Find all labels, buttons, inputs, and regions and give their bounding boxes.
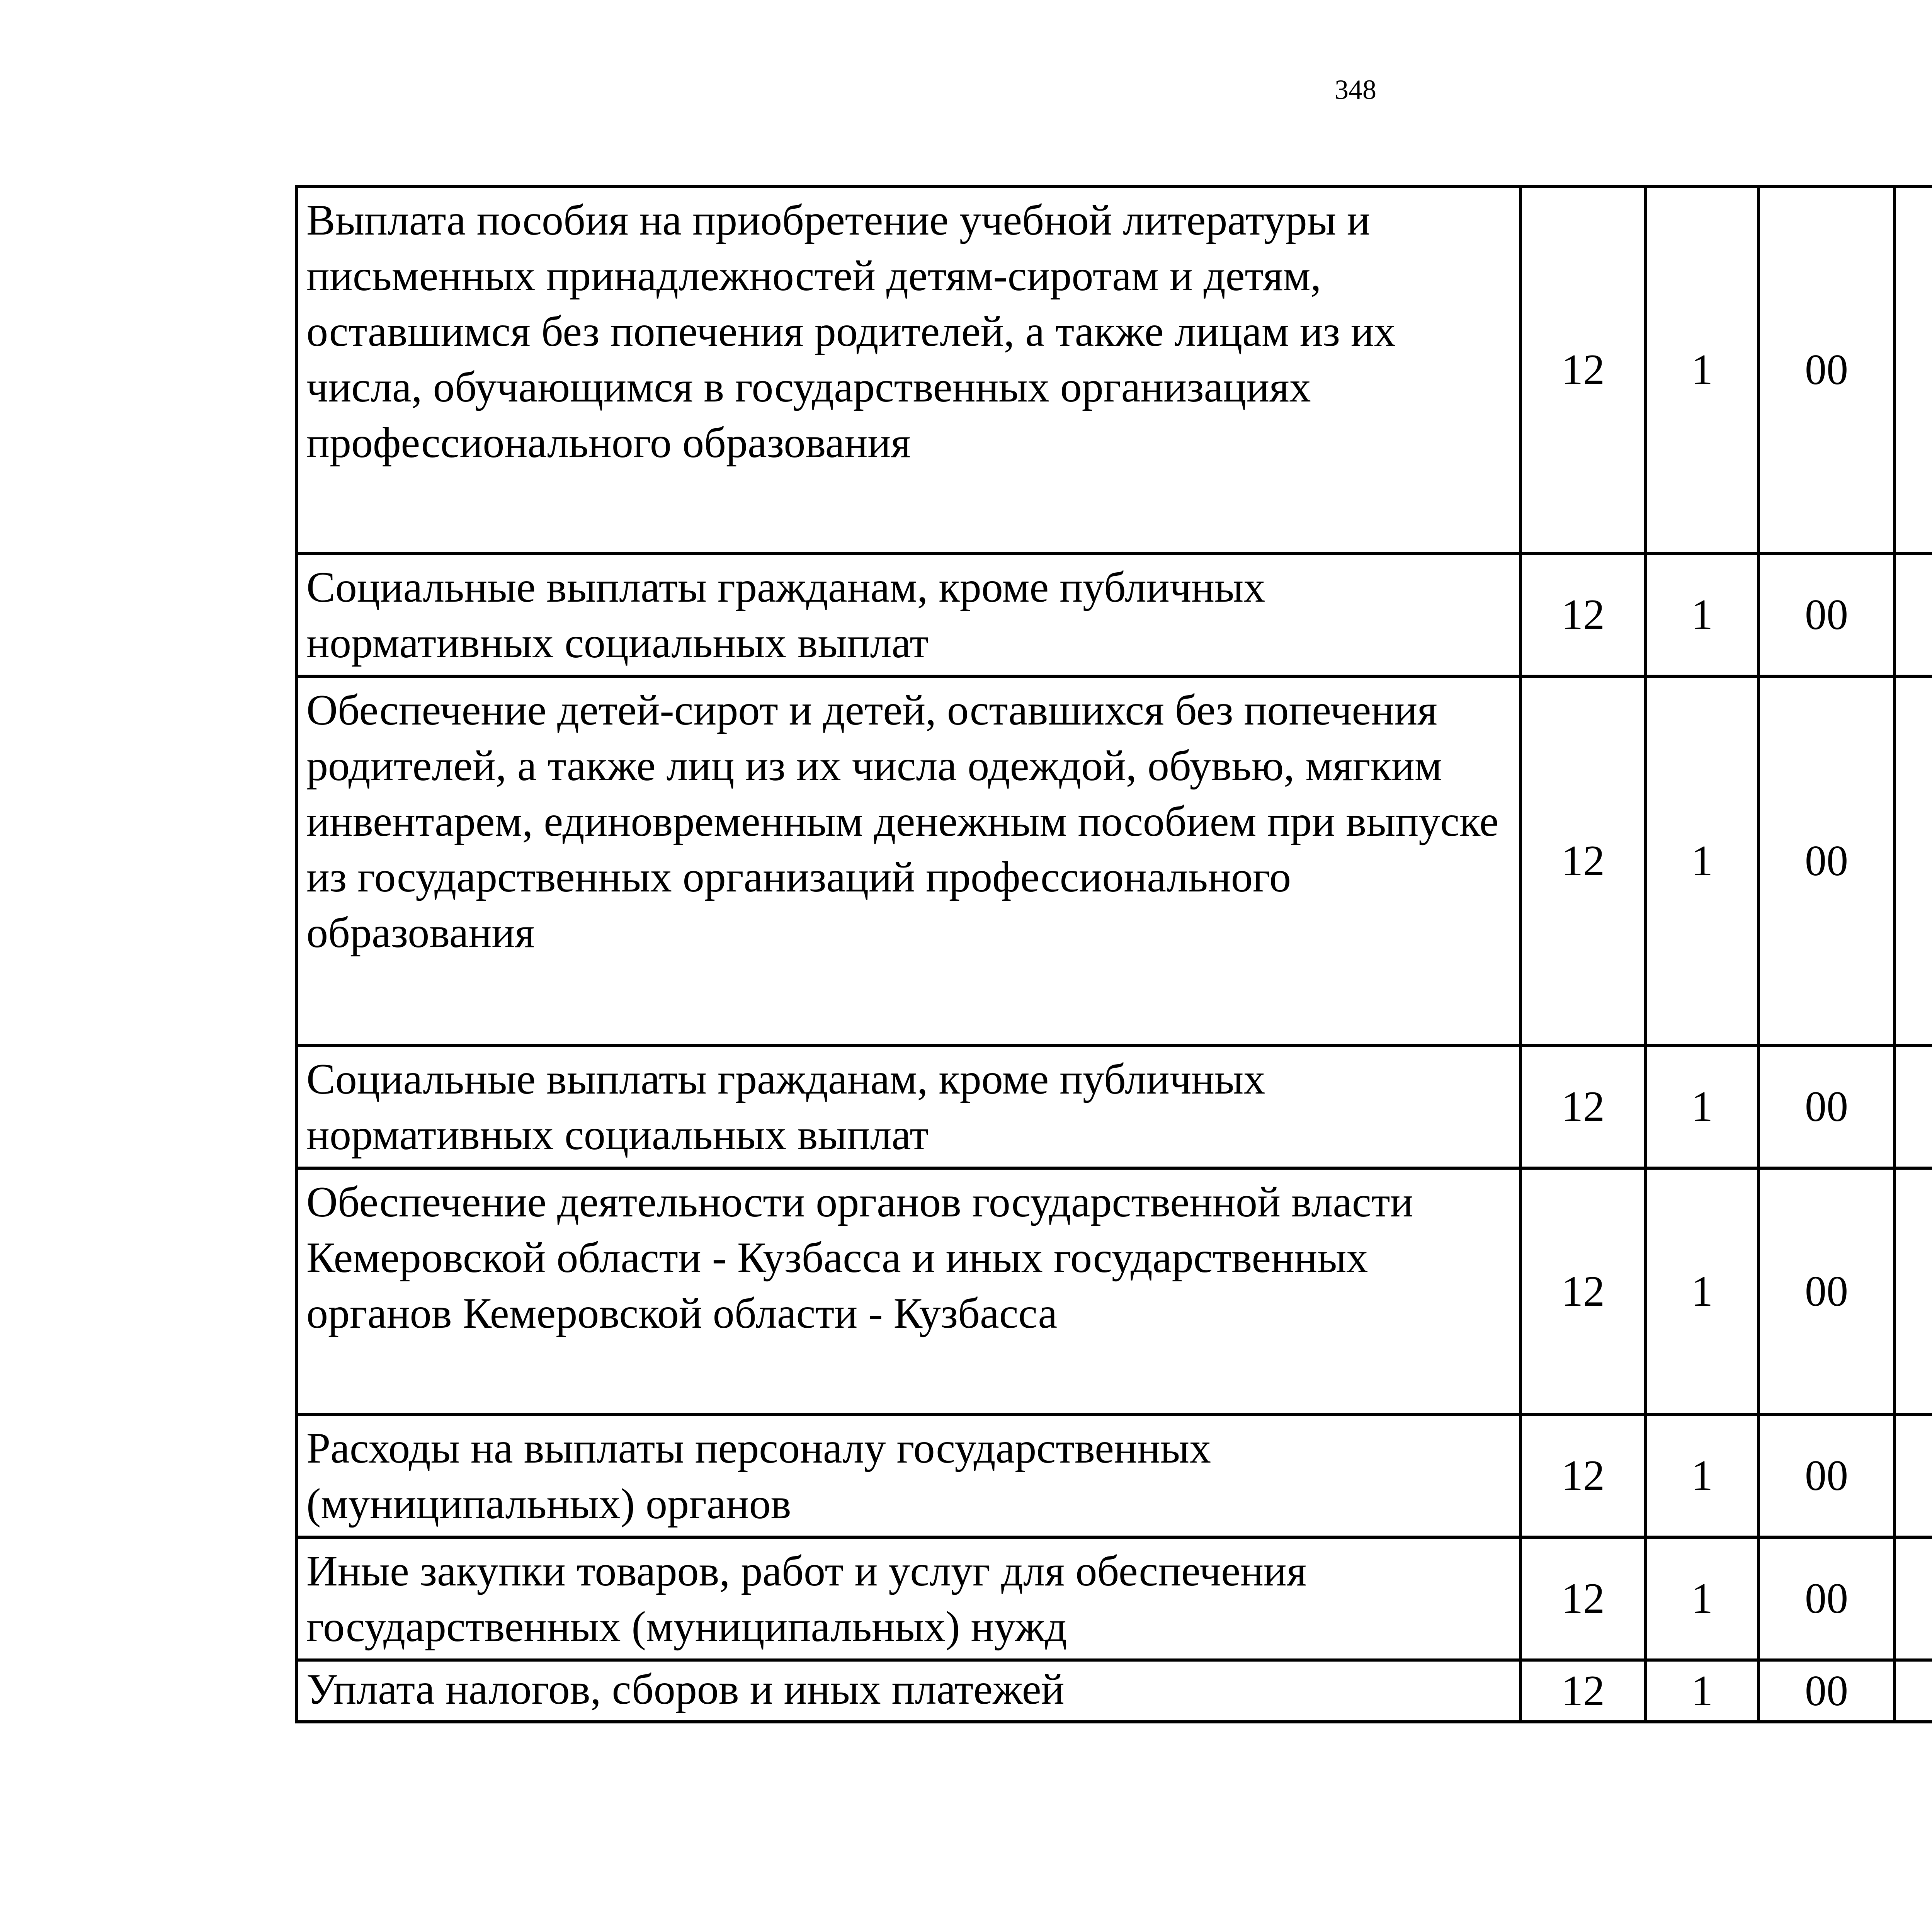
table-row [296,676,1932,1045]
direction-cell [1895,1414,1932,1537]
table-row [296,1168,1932,1414]
direction-cell [1895,676,1932,1045]
subprogram-cell: 00 [1759,186,1895,553]
table-row [296,1045,1932,1168]
direction-cell [1895,553,1932,676]
expense-name-cell: Выплата пособия на приобретение учебной литературы и письменных принадлежностей детям-сиротам и детям, оставшимся без попечения родителей, а также лицам из их числа, обучающимся в государственных организациях профессионального образования [296,186,1520,553]
expense-name-cell: Социальные выплаты гражданам, кроме публичных нормативных социальных выплат [296,1045,1520,1168]
table-row [296,1537,1932,1660]
table-row [296,553,1932,676]
section-cell: 12 [1520,186,1646,553]
section-cell: 12 [1520,553,1646,676]
section-cell: 12 [1520,1045,1646,1168]
section-cell: 12 [1520,1537,1646,1660]
program-cell: 1 [1646,1414,1759,1537]
direction-cell [1895,1537,1932,1660]
subprogram-cell: 00 [1759,1414,1895,1537]
program-cell: 1 [1646,1537,1759,1660]
program-cell: 1 [1646,553,1759,676]
section-cell: 12 [1520,676,1646,1045]
expense-name-cell: Уплата налогов, сборов и иных платежей [296,1660,1520,1722]
direction-cell [1895,1168,1932,1414]
subprogram-cell: 00 [1759,676,1895,1045]
page-number: 348 [1335,74,1376,105]
subprogram-cell: 00 [1759,1537,1895,1660]
section-cell: 12 [1520,1414,1646,1537]
expense-name-cell: Иные закупки товаров, работ и услуг для обеспечения государственных (муниципальных) нужд [296,1537,1520,1660]
expense-name-cell: Расходы на выплаты персоналу государственных (муниципальных) органов [296,1414,1520,1537]
table-row [296,1414,1932,1537]
subprogram-cell: 00 [1759,1168,1895,1414]
subprogram-cell: 00 [1759,1660,1895,1722]
expense-name-cell: Обеспечение деятельности органов государственной власти Кемеровской области - Кузбасса и иных государственных органов Кемеровской области - Кузбасса [296,1168,1520,1414]
direction-cell [1895,186,1932,553]
program-cell: 1 [1646,186,1759,553]
program-cell: 1 [1646,1660,1759,1722]
section-cell: 12 [1520,1660,1646,1722]
subprogram-cell: 00 [1759,553,1895,676]
budget-table [295,185,1932,1723]
program-cell: 1 [1646,676,1759,1045]
section-cell: 12 [1520,1168,1646,1414]
table-row [296,186,1932,553]
direction-cell [1895,1045,1932,1168]
subprogram-cell: 00 [1759,1045,1895,1168]
direction-cell [1895,1660,1932,1722]
expense-name-cell: Социальные выплаты гражданам, кроме публичных нормативных социальных выплат [296,553,1520,676]
table-row [296,1660,1932,1722]
expense-name-cell: Обеспечение детей-сирот и детей, оставшихся без попечения родителей, а также лиц из их числа одеждой, обувью, мягким инвентарем, единовременным денежным пособием при выпуске из государственных организаций профессионального образования [296,676,1520,1045]
program-cell: 1 [1646,1045,1759,1168]
program-cell: 1 [1646,1168,1759,1414]
